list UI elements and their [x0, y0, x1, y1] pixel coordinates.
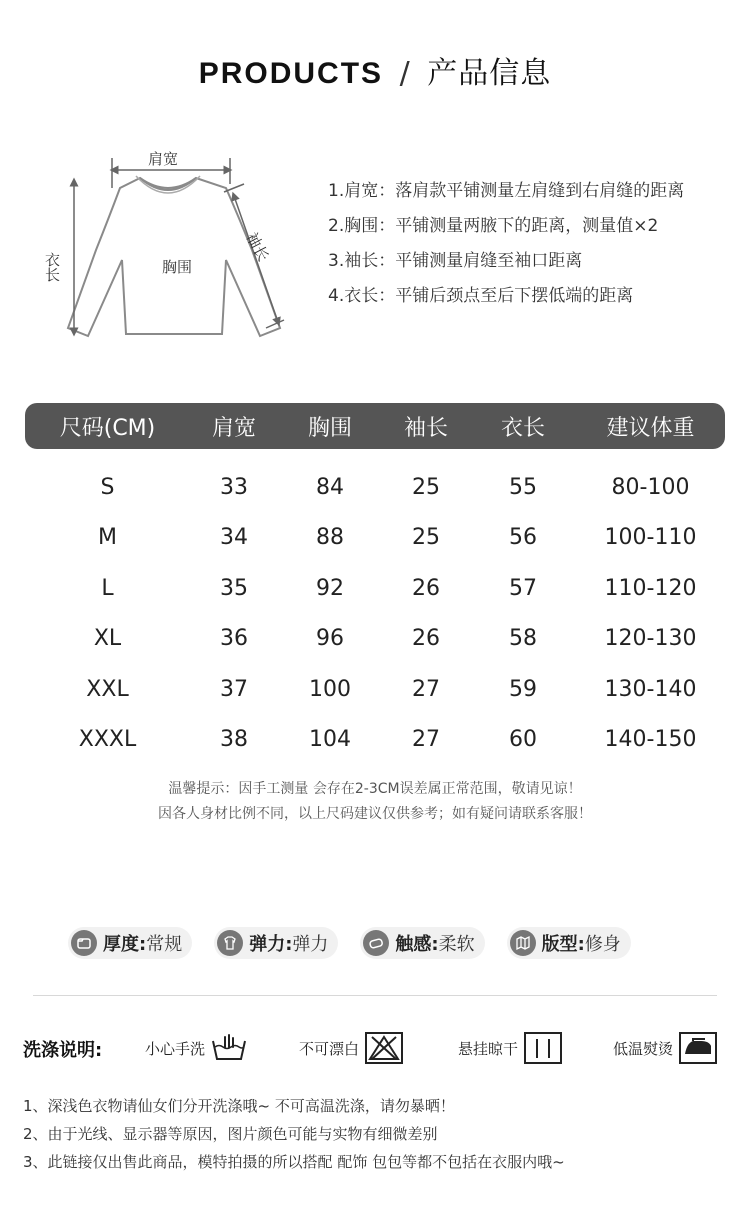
feature-label: 弹力:	[249, 934, 293, 955]
cell-length: 55	[509, 474, 537, 500]
cell-weight: 100-110	[604, 525, 697, 551]
wash-label: 低温熨烫	[613, 1039, 674, 1058]
elasticity-icon	[217, 930, 243, 956]
cell-weight: 110-120	[604, 575, 697, 601]
cell-chest: 100	[309, 676, 351, 702]
table-row	[25, 715, 725, 766]
cell-chest: 96	[316, 626, 344, 652]
header-chest: 胸围	[307, 415, 352, 441]
thickness-icon	[71, 930, 97, 956]
cell-size: XXL	[86, 676, 129, 702]
measurement-item: 2.胸围：平铺测量两腋下的距离，测量值×2	[328, 216, 659, 236]
header-weight: 建议体重	[606, 415, 695, 441]
feature-label: 版型:	[541, 934, 585, 955]
cell-weight: 140-150	[604, 727, 697, 753]
table-row	[25, 664, 725, 715]
table-body	[25, 449, 725, 765]
hang-dry-icon	[524, 1032, 562, 1064]
measurement-list	[328, 178, 684, 318]
cell-sleeve: 27	[412, 676, 440, 702]
care-notes	[23, 1093, 565, 1177]
cell-length: 58	[509, 626, 537, 652]
measurement-diagram	[40, 140, 300, 350]
feature-value: 柔软	[438, 934, 475, 955]
measurement-item: 1.肩宽：落肩款平铺测量左肩缝到右肩缝的距离	[328, 181, 685, 201]
cell-shoulder: 34	[220, 525, 248, 551]
wash-label: 小心手洗	[145, 1039, 206, 1058]
feature-value: 常规	[146, 934, 183, 955]
header-sleeve: 袖长	[403, 415, 448, 441]
cell-chest: 104	[309, 727, 351, 753]
no-bleach-icon	[365, 1032, 403, 1064]
cell-length: 56	[509, 525, 537, 551]
table-row	[25, 462, 725, 513]
cell-chest: 84	[316, 474, 344, 500]
low-iron-icon	[679, 1032, 717, 1064]
cell-length: 60	[509, 727, 537, 753]
cell-shoulder: 35	[220, 575, 248, 601]
title-separator: /	[399, 56, 411, 91]
feature-label: 触感:	[395, 934, 439, 955]
cell-sleeve: 25	[412, 525, 440, 551]
hand-wash-icon	[211, 1033, 247, 1063]
wash-item-no-bleach	[299, 1028, 403, 1068]
note-line: 温馨提示：因手工测量 会存在2-3CM误差属正常范围，敬请见谅！	[168, 781, 582, 797]
cell-size: XXXL	[78, 727, 137, 753]
cell-shoulder: 36	[220, 626, 248, 652]
section-divider	[33, 995, 717, 996]
wash-title: 洗涤说明:	[23, 1040, 103, 1061]
sleeve-label: 袖长	[242, 229, 273, 265]
wash-item-low-iron	[613, 1028, 717, 1068]
feature-value: 修身	[584, 934, 621, 955]
cell-size: XL	[93, 626, 122, 652]
measurement-item: 3.袖长：平铺测量肩缝至袖口距离	[328, 251, 583, 271]
length-label: 衣长	[43, 252, 61, 282]
feature-elasticity	[214, 927, 338, 959]
note-line: 因各人身材比例不同，以上尺码建议仅供参考；如有疑问请联系客服！	[158, 806, 592, 822]
header-shoulder: 肩宽	[211, 415, 256, 441]
table-row	[25, 563, 725, 614]
table-header	[25, 403, 725, 449]
wash-instructions	[23, 1028, 728, 1068]
fit-icon	[510, 930, 536, 956]
cell-shoulder: 33	[220, 474, 248, 500]
title-cn: 产品信息	[427, 56, 552, 91]
texture-icon	[363, 930, 389, 956]
cell-weight: 130-140	[604, 676, 697, 702]
header-length: 衣长	[500, 415, 545, 441]
header-size: 尺码(CM)	[59, 415, 156, 441]
wash-item-hand-wash	[145, 1028, 247, 1068]
feature-label: 厚度:	[103, 934, 147, 955]
cell-size: M	[98, 525, 117, 551]
table-row	[25, 614, 725, 665]
chest-label: 胸围	[162, 258, 193, 276]
measurement-notes	[0, 778, 750, 828]
care-note: 1、深浅色衣物请仙女们分开洗涤哦~ 不可高温洗涤，请勿暴晒！	[23, 1097, 455, 1115]
title-en: PRODUCTS	[198, 57, 384, 90]
feature-fit	[507, 927, 631, 959]
page-title	[0, 48, 750, 92]
cell-length: 57	[509, 575, 537, 601]
shirt-diagram-icon	[40, 140, 300, 350]
feature-thickness	[68, 927, 192, 959]
cell-chest: 92	[316, 575, 344, 601]
cell-shoulder: 38	[220, 727, 248, 753]
cell-size: S	[100, 474, 115, 500]
cell-sleeve: 26	[412, 626, 440, 652]
cell-length: 59	[509, 676, 537, 702]
table-row	[25, 513, 725, 564]
shoulder-label: 肩宽	[148, 150, 179, 168]
size-table	[25, 403, 725, 765]
wash-label: 悬挂晾干	[458, 1039, 519, 1058]
cell-sleeve: 25	[412, 474, 440, 500]
wash-item-hang-dry	[458, 1028, 562, 1068]
feature-texture	[360, 927, 484, 959]
feature-tags	[68, 927, 653, 959]
care-note: 2、由于光线、显示器等原因，图片颜色可能与实物有细微差别	[23, 1125, 438, 1143]
cell-weight: 120-130	[604, 626, 697, 652]
cell-shoulder: 37	[220, 676, 248, 702]
wash-label: 不可漂白	[299, 1039, 360, 1058]
measurement-item: 4.衣长：平铺后颈点至后下摆低端的距离	[328, 286, 634, 306]
feature-value: 弹力	[292, 934, 329, 955]
cell-chest: 88	[316, 525, 344, 551]
cell-weight: 80-100	[611, 474, 690, 500]
cell-sleeve: 27	[412, 727, 440, 753]
cell-size: L	[101, 575, 114, 601]
care-note: 3、此链接仅出售此商品，模特拍摄的所以搭配 配饰 包包等都不包括在衣服内哦~	[23, 1153, 565, 1171]
cell-sleeve: 26	[412, 575, 440, 601]
